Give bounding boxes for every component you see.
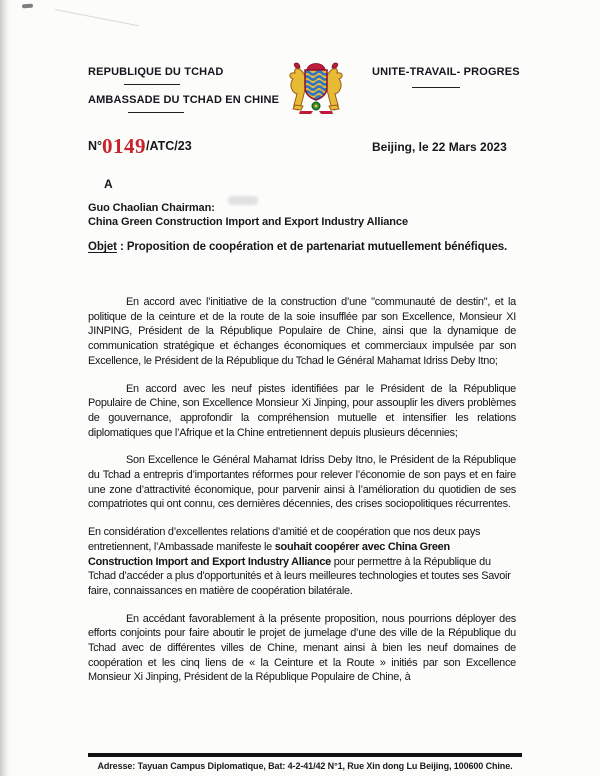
- subject-separator: :: [116, 241, 127, 253]
- reference-prefix: N°: [88, 139, 103, 153]
- motto: UNITE-TRAVAIL- PROGRES: [372, 66, 520, 78]
- paragraph-1: En accord avec l’initiative de la construction d’une "communauté de destin", et la politique de la ceinture et de la route de la soie insufflée par son Excellence, Monsieur XI JINPING, Président de la République Populaire de Chine, ainsi que la dynamique de communication stratégique et échanges économiques et commerciaux impulsée par son Excellence, le Président de la République du Tchad le Général Mahamat Idriss Deby Itno;: [88, 296, 516, 367]
- subject-text: Proposition de coopération et de partenariat mutuellement bénéfiques.: [126, 241, 508, 253]
- scan-speck: [22, 4, 33, 9]
- paragraph-4-prefix: En considération d’excellentes relations d’amitié et de coopération que nos deux pays entretiennent, l’Ambassade manifeste le: [88, 526, 481, 553]
- subject-line: [88, 240, 522, 255]
- recipient-name: Guo Chaolian Chairman:: [88, 202, 215, 214]
- scan-crease: [55, 9, 139, 26]
- salutation: A: [104, 177, 113, 191]
- paragraph-5: En accédant favorablement à la présente proposition, nous pourrions déployer des efforts conjoints pour faire aboutir le projet de jumelage d’une des ville de la République du Tchad avec de différentes villes de Chine, menant ainsi à bien les neuf domaines de coopération et les cinq liens de « la Ceinture et la Route » initiés par son Excellence Monsieur Xi Jinping, Président de la République Populaire de Chine, à: [88, 612, 516, 684]
- paragraph-4-suffix: pour permettre à la République du Tchad d’accéder a plus d'opportunités et à leurs meilleures technologies et toutes ses Savoir faire, connaissances en matière de coopération bilatérale.: [88, 555, 511, 597]
- paragraph-4: [88, 525, 516, 599]
- letter-body: [88, 295, 516, 698]
- letterhead-left: [88, 66, 288, 113]
- subject-label: Objet: [88, 241, 117, 253]
- addressee-block: [88, 201, 528, 229]
- footer-divider-bar: [88, 753, 522, 757]
- republic-title: REPUBLIQUE DU TCHAD: [88, 66, 224, 78]
- paragraph-4-bold-partner: souhait coopérer avec China Green Construction Import and Export Industry Alliance: [88, 540, 450, 568]
- underline-rule: [128, 112, 184, 113]
- reference-suffix: /ATC/23: [146, 139, 192, 153]
- embassy-title: AMBASSADE DU TCHAD EN CHINE: [88, 94, 280, 106]
- paragraph-3: Son Excellence le Général Mahamat Idriss Deby Itno, le Président de la République du Tchad a entrepris d’importantes réformes pour relever l’économie de son pays et en faire une zone d’attractivité économique, pour parvenir ainsi à l’amélioration du quotidien de ses compatriotes qui ont connu, ces dernières décennies, des crises sociopolitiques récurrentes.: [88, 454, 516, 511]
- paragraph-2: En accord avec les neuf pistes identifiées par le Président de la République Populaire de Chine, son Excellence Monsieur Xi Jinping, pour assouplir les divers problèmes de gouvernance, approfondir la compréhension mutuelle et intensifier les relations diplomatiques que l’Afrique et la Chine entretiennent depuis plusieurs décennies;: [88, 382, 516, 439]
- place-and-date: Beijing, le 22 Mars 2023: [372, 140, 507, 154]
- letterhead-right: [372, 66, 552, 88]
- chad-coat-of-arms-icon: [283, 61, 349, 115]
- reference-number: [88, 134, 192, 159]
- scan-edge-shadow: [0, 0, 10, 776]
- underline-rule: [412, 87, 460, 88]
- recipient-organization: China Green Construction Import and Export Industry Alliance: [88, 216, 408, 228]
- underline-rule: [124, 84, 180, 85]
- footer-address: Adresse: Tayuan Campus Diplomatique, Bat: 4-2-41/42 N°1, Rue Xin dong Lu Beijing, 100600 Chine.: [97, 761, 513, 771]
- reference-digits: 0149: [102, 134, 147, 158]
